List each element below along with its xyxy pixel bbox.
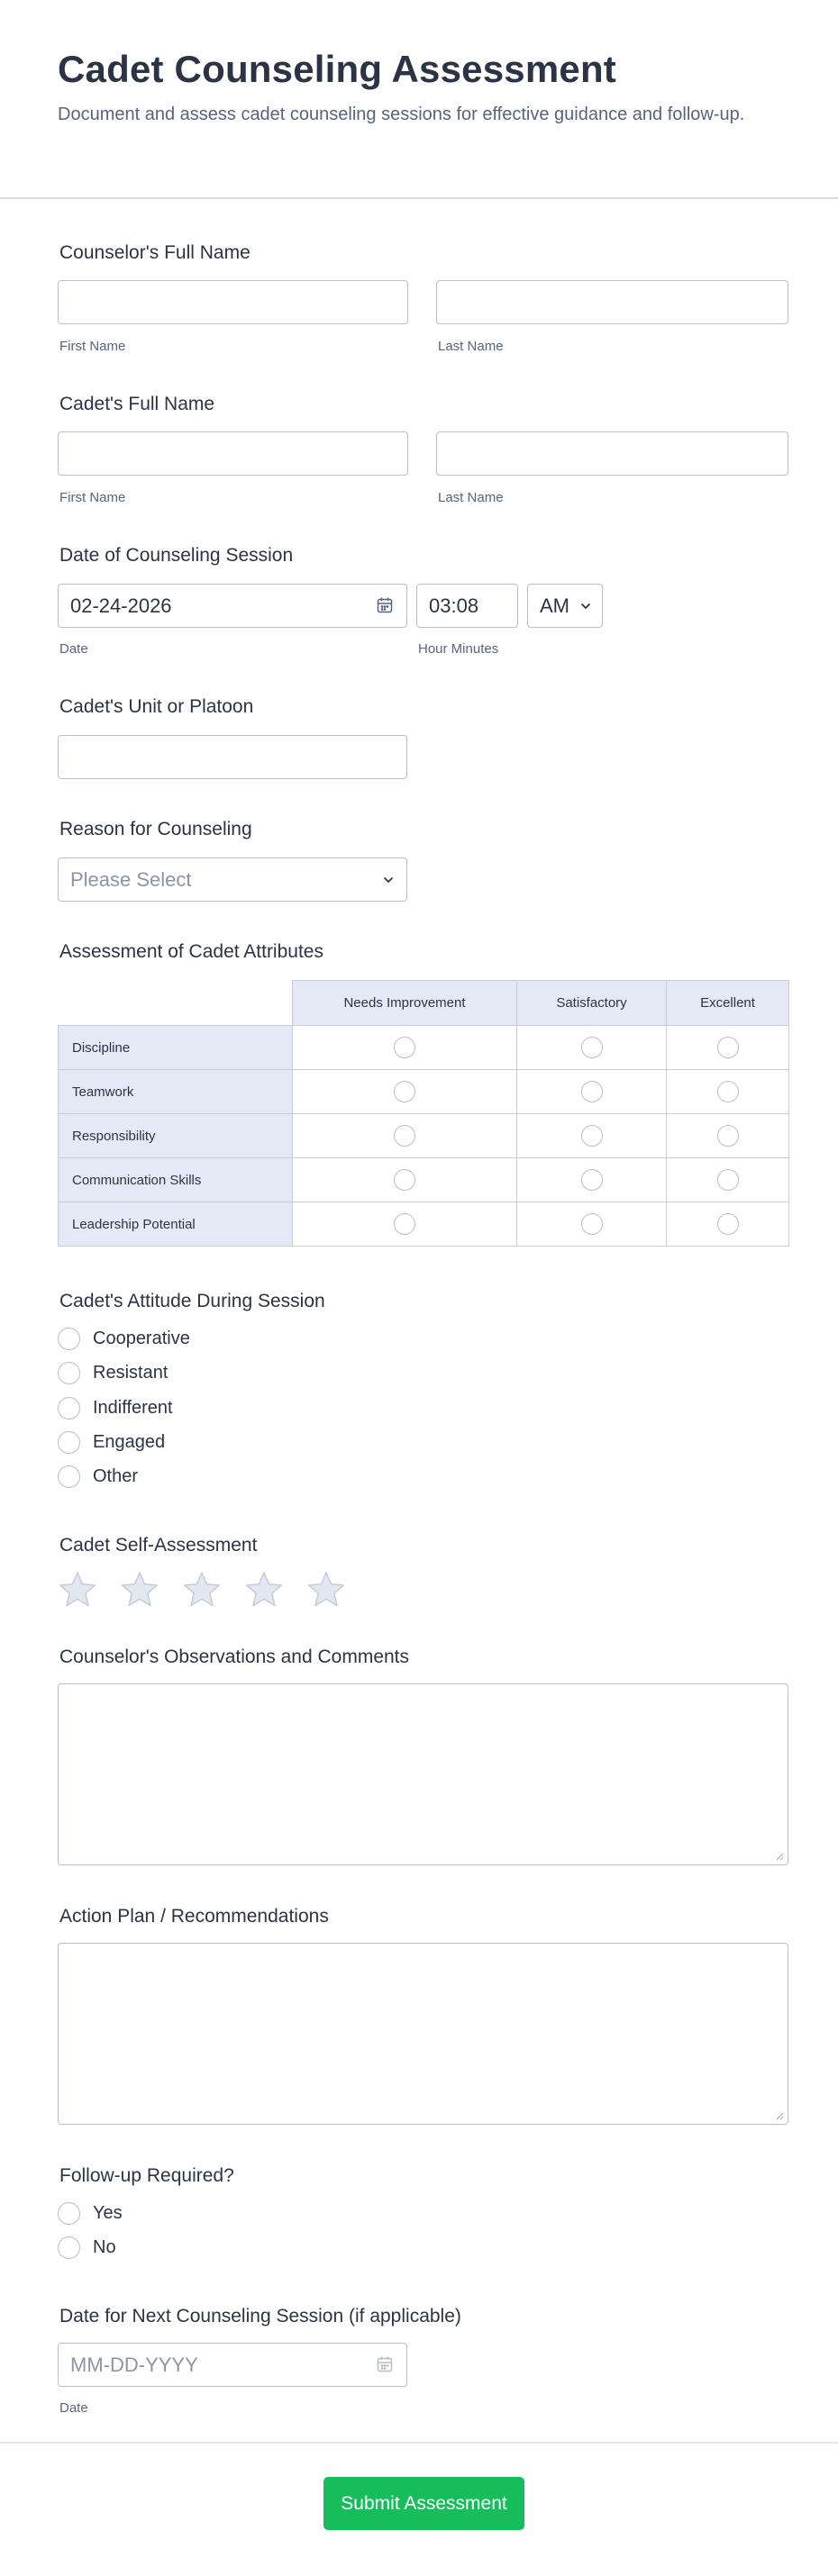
calendar-icon[interactable] [376,596,394,614]
session-date-value: 02-24-2026 [70,594,172,617]
radio-button[interactable] [58,1328,80,1350]
matrix-radio[interactable] [717,1213,739,1235]
matrix-row [59,1114,789,1158]
session-date-input[interactable] [58,584,407,628]
radio-button[interactable] [58,1431,80,1454]
matrix-radio[interactable] [717,1169,739,1191]
follow-up-option[interactable] [58,2202,123,2225]
follow-up-option-label: Yes [93,2203,123,2223]
matrix-radio[interactable] [394,1169,415,1191]
self-assessment-label: Cadet Self-Assessment [59,1535,258,1556]
radio-button[interactable] [58,1397,80,1420]
form-title: Cadet Counseling Assessment [58,48,616,90]
attitude-option-label: Indifferent [93,1398,173,1418]
form-header [0,0,838,199]
chevron-down-icon [578,599,593,613]
matrix-column-header: Needs Improvement [293,981,517,1026]
cadet-last-name-sublabel: Last Name [438,490,504,505]
matrix-radio[interactable] [394,1081,415,1102]
attitude-option-label: Engaged [93,1432,166,1452]
matrix-radio[interactable] [394,1125,415,1147]
attitude-option-label: Cooperative [93,1329,190,1348]
next-session-sublabel: Date [59,2400,88,2416]
counselor-last-name-input[interactable] [436,280,788,324]
reason-label: Reason for Counseling [59,819,252,839]
session-time-input[interactable]: 03:08 [416,584,518,628]
radio-button[interactable] [58,2202,80,2225]
radio-button[interactable] [58,1362,80,1384]
attitude-option[interactable] [58,1431,165,1454]
observations-label: Counselor's Observations and Comments [59,1646,410,1667]
matrix-row-header: Communication Skills [59,1158,293,1202]
follow-up-option-label: No [93,2237,116,2257]
counselor-last-name-sublabel: Last Name [438,339,504,354]
action-plan-label: Action Plan / Recommendations [59,1906,329,1927]
observations-textarea[interactable] [58,1683,788,1865]
attitude-option[interactable] [58,1328,190,1350]
cadet-first-name-input[interactable] [58,431,408,476]
star-icon[interactable] [182,1570,222,1610]
matrix-corner [59,981,293,1026]
counselor-first-name-input[interactable] [58,280,408,324]
next-session-label: Date for Next Counseling Session (if applicable) [59,2306,461,2327]
matrix-radio[interactable] [581,1213,603,1235]
matrix-radio[interactable] [717,1037,739,1058]
action-plan-textarea[interactable] [58,1943,788,2125]
next-session-date-input[interactable] [58,2343,407,2387]
matrix-radio[interactable] [581,1081,603,1102]
matrix-row [59,1202,789,1247]
unit-label: Cadet's Unit or Platoon [59,696,254,717]
counselor-name-label: Counselor's Full Name [59,242,250,263]
session-ampm-value: AM [540,594,569,617]
matrix-column-header: Excellent [667,981,789,1026]
matrix-radio[interactable] [581,1169,603,1191]
matrix-row [59,1026,789,1070]
attitude-option-label: Resistant [93,1363,169,1383]
star-rating[interactable] [58,1570,369,1610]
attitude-option[interactable] [58,1362,168,1384]
follow-up-option[interactable] [58,2236,116,2259]
session-date-sublabel: Date [59,641,88,657]
matrix-radio[interactable] [581,1125,603,1147]
cadet-last-name-input[interactable] [436,431,788,476]
matrix-radio[interactable] [581,1037,603,1058]
unit-input[interactable] [58,735,407,779]
resize-handle-icon[interactable] [775,2111,784,2120]
session-time-sublabel: Hour Minutes [418,641,499,657]
star-icon[interactable] [120,1570,159,1610]
matrix-radio[interactable] [717,1125,739,1147]
radio-button[interactable] [58,2236,80,2259]
attitude-label: Cadet's Attitude During Session [59,1291,325,1311]
matrix-radio[interactable] [394,1037,415,1058]
matrix-radio[interactable] [717,1081,739,1102]
counselor-first-name-sublabel: First Name [59,339,126,354]
follow-up-label: Follow-up Required? [59,2165,234,2186]
star-icon[interactable] [244,1570,284,1610]
attributes-matrix [58,980,789,1247]
matrix-column-header: Satisfactory [517,981,667,1026]
matrix-row [59,1070,789,1114]
chevron-down-icon [381,873,396,887]
attributes-label: Assessment of Cadet Attributes [59,941,323,962]
resize-handle-icon[interactable] [775,1852,784,1861]
matrix-row-header: Teamwork [59,1070,293,1114]
submit-button[interactable]: Submit Assessment [323,2477,524,2530]
footer-divider [0,2442,838,2444]
matrix-row-header: Discipline [59,1026,293,1070]
matrix-row-header: Responsibility [59,1114,293,1158]
attitude-option[interactable] [58,1465,138,1488]
cadet-first-name-sublabel: First Name [59,490,126,505]
session-date-label: Date of Counseling Session [59,545,294,566]
cadet-name-label: Cadet's Full Name [59,394,215,414]
session-ampm-select[interactable] [527,584,603,628]
reason-select[interactable] [58,857,407,902]
matrix-row-header: Leadership Potential [59,1202,293,1247]
star-icon[interactable] [306,1570,346,1610]
form-subtitle: Document and assess cadet counseling sessions for effective guidance and follow-up. [58,104,745,124]
attitude-option-label: Other [93,1466,139,1486]
radio-button[interactable] [58,1465,80,1488]
matrix-radio[interactable] [394,1213,415,1235]
star-icon[interactable] [58,1570,97,1610]
reason-placeholder: Please Select [70,867,192,891]
calendar-icon[interactable] [376,2355,394,2373]
attitude-option[interactable] [58,1397,173,1420]
matrix-row [59,1158,789,1202]
next-session-placeholder: MM-DD-YYYY [70,2353,198,2376]
